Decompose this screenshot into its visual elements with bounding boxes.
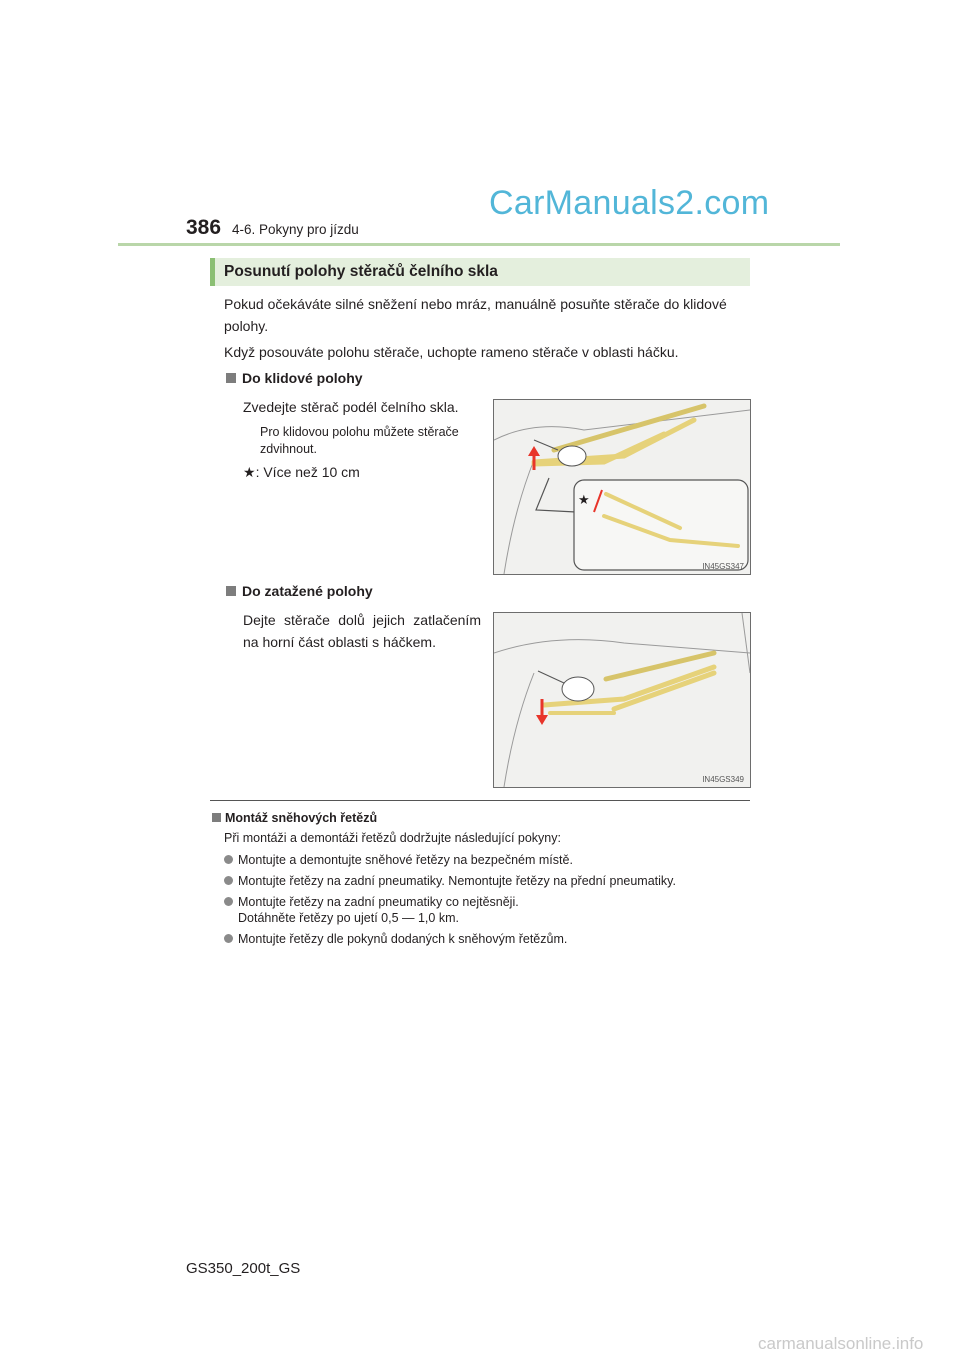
- chains-intro: Při montáži a demontáži řetězů dodržujte následující pokyny:: [224, 831, 561, 845]
- wiper-raised-illustration: [494, 400, 750, 574]
- watermark-logo: CarManuals2.com: [489, 184, 770, 222]
- section-title: Posunutí polohy stěračů čelního skla: [224, 263, 498, 280]
- locked-position-instruction: Dejte stěrače dolů jejich zatlačením na horní část oblasti s háčkem.: [243, 612, 481, 650]
- locked-position-heading: Do zatažené polohy: [226, 580, 373, 602]
- chains-item: Montujte řetězy na zadní pneumatiky. Nemontujte řetězy na přední pneumatiky.: [224, 873, 676, 890]
- chains-item: Montujte řetězy na zadní pneumatiky co nejtěsněji.: [224, 894, 519, 911]
- svg-text:★: ★: [578, 492, 590, 507]
- service-position-heading: Do klidové polohy: [226, 367, 363, 389]
- note-divider: [210, 800, 750, 801]
- service-position-instruction: Zvedejte stěrač podél čelního skla.: [243, 399, 459, 415]
- service-position-note: Pro klidovou polohu můžete stěrače zdvihnout.: [260, 425, 459, 456]
- watermark-footer: carmanualsonline.info: [758, 1334, 924, 1353]
- section-accent: [210, 258, 215, 286]
- page-number: 386: [186, 216, 222, 239]
- chains-item: Montujte řetězy dle pokynů dodaných k sněhovým řetězům.: [224, 931, 567, 948]
- locked-position-figure: [493, 612, 751, 788]
- header-rule: [118, 243, 840, 246]
- bullet-dot-icon: [224, 876, 233, 885]
- bullet-dot-icon: [224, 934, 233, 943]
- wiper-lowered-illustration: [494, 613, 750, 787]
- figure-id: IN45GS347: [702, 562, 744, 571]
- service-position-figure: [493, 399, 751, 575]
- chains-heading: Montáž sněhových řetězů: [212, 810, 377, 827]
- footer-model-code: GS350_200t_GS: [186, 1260, 301, 1277]
- figure-id: IN45GS349: [702, 775, 744, 784]
- intro-paragraph-2: Když posouváte polohu stěrače, uchopte rameno stěrače v oblasti háčku.: [224, 344, 679, 360]
- bullet-dot-icon: [224, 855, 233, 864]
- bullet-dot-icon: [224, 897, 233, 906]
- intro-paragraph-1: Pokud očekáváte silné sněžení nebo mráz, manuálně posuňte stěrače do klidové polohy.: [224, 296, 727, 334]
- section-title-bar: [210, 258, 750, 286]
- chapter-title: 4-6. Pokyny pro jízdu: [232, 222, 359, 237]
- star-icon: ★: [243, 464, 256, 480]
- square-bullet-icon: [212, 813, 221, 822]
- chains-item-continuation: Dotáhněte řetězy po ujetí 0,5 — 1,0 km.: [238, 911, 459, 925]
- chains-item: Montujte a demontujte sněhové řetězy na bezpečném místě.: [224, 852, 573, 869]
- star-note: ★: Více než 10 cm: [243, 464, 360, 480]
- square-bullet-icon: [226, 373, 236, 383]
- square-bullet-icon: [226, 586, 236, 596]
